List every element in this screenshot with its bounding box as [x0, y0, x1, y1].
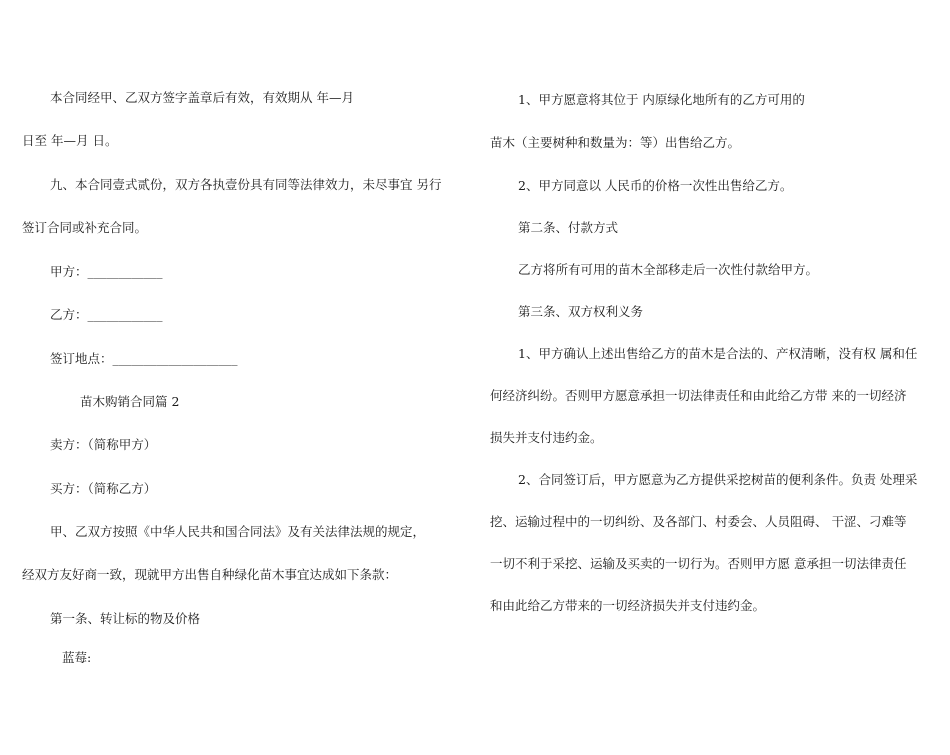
- seller-line: 卖方：（简称甲方）: [50, 437, 157, 452]
- article-three-item-1: 1、甲方确认上述出售给乙方的苗木是合法的、产权清晰，没有权 属和任: [518, 346, 918, 361]
- party-b-signature: 乙方：____________: [50, 307, 163, 322]
- article-one-item-1: 1、甲方愿意将其位于 内原绿化地所有的乙方可用的: [518, 92, 805, 107]
- clause-nine: 九、本合同壹式贰份，双方各执壹份具有同等法律效力，未尽事宜 另行: [50, 177, 442, 192]
- clause-nine-cont: 签订合同或补充合同。: [22, 220, 148, 235]
- contract-heading: 苗木购销合同篇 2: [80, 394, 180, 409]
- paragraph-validity-cont: 日至 年—月 日。: [22, 133, 118, 148]
- article-three-item-2-end: 和由此给乙方带来的一切经济损失并支付违约金。: [490, 598, 766, 613]
- preamble-cont: 经双方友好商一致，现就甲方出售自种绿化苗木事宜达成如下条款：: [22, 567, 398, 582]
- article-one-item-1-cont: 苗木（主要树种和数量为：等）出售给乙方。: [490, 135, 741, 150]
- article-three-item-2-cont: 挖、运输过程中的一切纠纷、及各部门、村委会、人员阻碍、 干涩、刁难等: [490, 514, 907, 529]
- buyer-line: 买方：（简称乙方）: [50, 481, 157, 496]
- item-blueberry: 蓝莓:: [62, 650, 92, 665]
- article-one-title: 第一条、转让标的物及价格: [50, 611, 201, 626]
- article-three-item-2-cont2: 一切不利于采挖、运输及买卖的一切行为。否则甲方愿 意承担一切法律责任: [490, 556, 907, 571]
- paragraph-validity: 本合同经甲、乙双方签字盖章后有效，有效期从 年—月: [50, 90, 354, 105]
- article-two-title: 第二条、付款方式: [518, 220, 619, 235]
- article-one-item-2: 2、甲方同意以 人民币的价格一次性出售给乙方。: [518, 178, 793, 193]
- article-three-item-2: 2、合同签订后，甲方愿意为乙方提供采挖树苗的便利条件。负责 处理采: [518, 472, 918, 487]
- article-three-item-1-end: 损失并支付违约金。: [490, 430, 603, 445]
- article-three-item-1-cont: 何经济纠纷。否则甲方愿意承担一切法律责任和由此给乙方带 来的一切经济: [490, 388, 907, 403]
- signing-location: 签订地点：____________________: [50, 351, 238, 366]
- article-two-body: 乙方将所有可用的苗木全部移走后一次性付款给甲方。: [518, 262, 819, 277]
- article-three-title: 第三条、双方权利义务: [518, 304, 644, 319]
- party-a-signature: 甲方：____________: [50, 264, 163, 279]
- preamble: 甲、乙双方按照《中华人民共和国合同法》及有关法律法规的规定，: [50, 524, 426, 539]
